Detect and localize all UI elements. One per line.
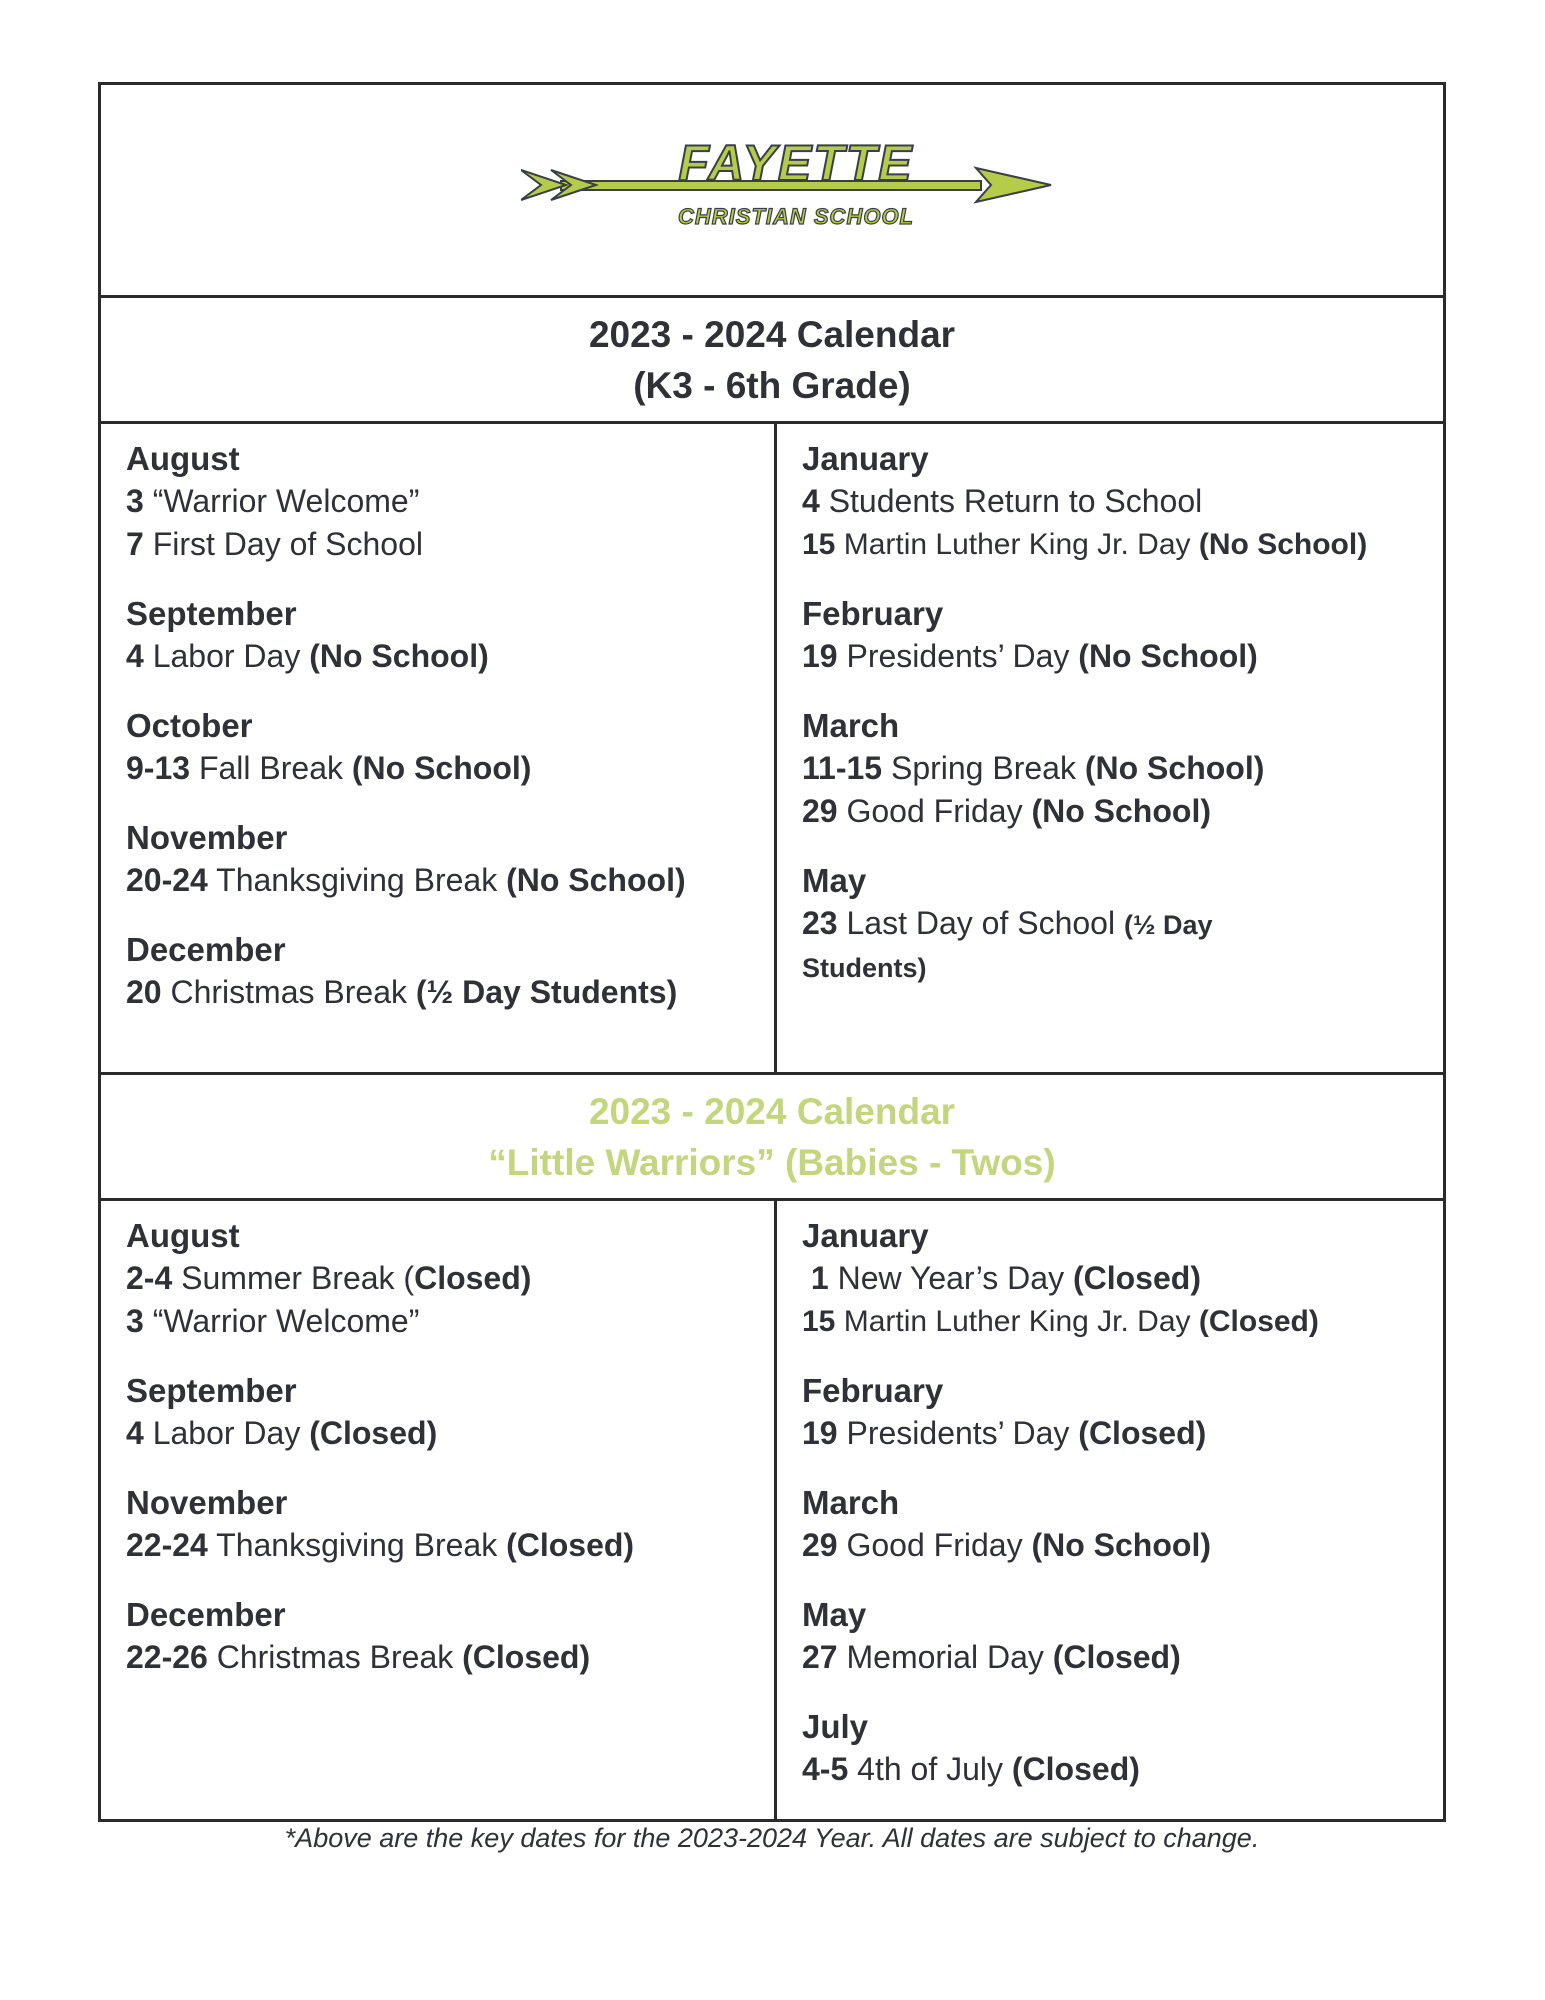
- date-note: (Closed): [506, 1527, 635, 1563]
- date-description: Good Friday: [837, 1527, 1032, 1563]
- date-number: 22-26: [126, 1639, 208, 1675]
- month-name: February: [802, 1372, 944, 1409]
- date-entry: [802, 1412, 1443, 1455]
- date-note: (Closed): [309, 1415, 438, 1451]
- date-entry: [802, 523, 1443, 566]
- date-entry: [802, 1748, 1443, 1791]
- month-block: [802, 438, 1443, 566]
- month-name: October: [126, 707, 253, 744]
- month-block: [802, 593, 1443, 678]
- date-description: Presidents’ Day: [837, 1415, 1079, 1451]
- month-name: May: [802, 1596, 867, 1633]
- date-note: (Closed): [1078, 1415, 1207, 1451]
- date-number: 3: [126, 483, 144, 519]
- school-logo: [521, 140, 1061, 230]
- section2-right-column: [777, 1201, 1443, 1819]
- logo-cell: [101, 85, 1443, 298]
- date-entry: [802, 1636, 1443, 1679]
- month-block: [126, 929, 774, 1014]
- date-entry: [802, 1524, 1443, 1567]
- date-number: 2-4: [126, 1260, 173, 1296]
- date-number: 15: [802, 528, 836, 561]
- month-name: January: [802, 440, 929, 477]
- section2-title-line2: “Little Warriors” (Babies - Twos): [488, 1141, 1056, 1183]
- month-block: [126, 705, 774, 790]
- date-entry: [126, 1300, 774, 1343]
- month-name: July: [802, 1708, 869, 1745]
- section1-title-line1: 2023 - 2024 Calendar: [588, 313, 956, 355]
- month-block: [802, 1370, 1443, 1455]
- month-block: [126, 1594, 774, 1679]
- date-number: 19: [802, 1415, 838, 1451]
- month-name: February: [802, 595, 944, 632]
- month-name: March: [802, 1484, 900, 1521]
- date-number: 7: [126, 526, 144, 562]
- month-block: [126, 593, 774, 678]
- month-name: September: [126, 595, 297, 632]
- date-note: (Closed): [1198, 1305, 1319, 1338]
- date-note: (No School): [1031, 793, 1211, 829]
- date-description: Thanksgiving Break: [207, 862, 507, 898]
- date-entry: [126, 1636, 774, 1679]
- date-note: (½ Day Students): [415, 974, 678, 1010]
- date-entry: [802, 747, 1443, 790]
- section2-title-line1: 2023 - 2024 Calendar: [588, 1090, 956, 1132]
- month-name: August: [126, 440, 240, 477]
- date-description: Christmas Break: [161, 974, 416, 1010]
- date-number: 22-24: [126, 1527, 208, 1563]
- month-block: [802, 1594, 1443, 1679]
- date-entry: [126, 1524, 774, 1567]
- date-number: 4-5: [802, 1751, 849, 1787]
- date-number: 29: [802, 1527, 838, 1563]
- section2-title: [101, 1075, 1443, 1201]
- month-block: [802, 1215, 1443, 1343]
- date-description: Memorial Day: [837, 1639, 1053, 1675]
- date-note: (No School): [1084, 750, 1265, 786]
- month-block: [126, 1370, 774, 1455]
- date-entry: [126, 859, 774, 902]
- date-number: 29: [802, 793, 838, 829]
- month-name: May: [802, 862, 867, 899]
- date-entry: [126, 480, 774, 523]
- date-description: Martin Luther King Jr. Day: [835, 528, 1199, 561]
- date-note: (No School): [1198, 528, 1368, 561]
- date-description: Presidents’ Day: [837, 638, 1079, 674]
- date-entry: [126, 635, 774, 678]
- month-block: [802, 705, 1443, 833]
- section2-left-column: [101, 1201, 777, 1819]
- date-description: “Warrior Welcome”: [143, 483, 420, 519]
- date-entry: [802, 902, 1272, 988]
- date-description: 4th of July: [848, 1751, 1012, 1787]
- month-name: January: [802, 1217, 929, 1254]
- section1-right-column: [777, 424, 1443, 1072]
- date-number: 1: [810, 1260, 829, 1296]
- date-number: 11-15: [802, 750, 883, 786]
- date-description: Christmas Break: [207, 1639, 463, 1675]
- month-name: August: [126, 1217, 240, 1254]
- date-note: (Closed): [1011, 1751, 1140, 1787]
- section1-left-column: [101, 424, 777, 1072]
- date-number: 4: [126, 1415, 144, 1451]
- date-number: 15: [802, 1305, 836, 1338]
- month-block: [802, 1482, 1443, 1567]
- date-number: 4: [126, 638, 144, 674]
- date-number: 4: [802, 483, 820, 519]
- calendar-frame: [98, 82, 1446, 1822]
- date-number: 23: [802, 905, 838, 941]
- month-block: [126, 1215, 774, 1343]
- date-number: 20-24: [126, 862, 208, 898]
- date-description: First Day of School: [143, 526, 423, 562]
- date-entry: [126, 747, 774, 790]
- month-block: [126, 817, 774, 902]
- date-entry: [126, 1412, 774, 1455]
- date-description: Spring Break: [882, 750, 1085, 786]
- date-description: Summer Break (: [172, 1260, 415, 1296]
- month-block: [126, 438, 774, 566]
- footer-disclaimer: *Above are the key dates for the 2023-2024 Year. All dates are subject to change.: [284, 1823, 1260, 1853]
- section1-body: [101, 424, 1443, 1075]
- date-description: New Year’s Day: [828, 1260, 1073, 1296]
- logo-name: FAYETTE: [678, 140, 914, 191]
- date-note: (Closed): [1072, 1260, 1201, 1296]
- date-entry: [802, 790, 1443, 833]
- date-note: (No School): [1031, 1527, 1211, 1563]
- date-number: 27: [802, 1639, 838, 1675]
- date-number: 9-13: [126, 750, 191, 786]
- section2-body: [101, 1201, 1443, 1819]
- date-description: Last Day of School: [837, 905, 1124, 941]
- date-entry: [126, 971, 774, 1014]
- date-number: 19: [802, 638, 838, 674]
- date-note: (½ Day Students): [802, 910, 1213, 983]
- month-name: November: [126, 1484, 288, 1521]
- date-note: (Closed): [1052, 1639, 1181, 1675]
- date-note: (No School): [506, 862, 686, 898]
- date-description: Labor Day: [143, 638, 310, 674]
- date-description: Labor Day: [143, 1415, 310, 1451]
- date-description: Students Return to School: [819, 483, 1203, 519]
- date-number: 20: [126, 974, 162, 1010]
- date-description: Martin Luther King Jr. Day: [835, 1305, 1199, 1338]
- date-description: Thanksgiving Break: [207, 1527, 507, 1563]
- section1-title-line2: (K3 - 6th Grade): [633, 364, 911, 406]
- date-entry: [802, 480, 1443, 523]
- month-name: December: [126, 931, 286, 968]
- date-note: (No School): [309, 638, 489, 674]
- date-note: (No School): [1078, 638, 1258, 674]
- date-description: Good Friday: [837, 793, 1032, 829]
- month-name: September: [126, 1372, 297, 1409]
- date-entry: [126, 523, 774, 566]
- date-entry: [802, 635, 1443, 678]
- month-name: March: [802, 707, 900, 744]
- date-entry: [126, 1257, 774, 1300]
- month-block: [802, 1706, 1443, 1791]
- date-number: 3: [126, 1303, 144, 1339]
- month-block: [126, 1482, 774, 1567]
- arrow-head-icon: [976, 168, 1051, 202]
- month-name: December: [126, 1596, 286, 1633]
- section1-title: [101, 298, 1443, 424]
- month-name: November: [126, 819, 288, 856]
- date-entry: [802, 1257, 1443, 1300]
- date-description: Fall Break: [190, 750, 352, 786]
- month-block: [802, 860, 1443, 988]
- date-note: Closed): [414, 1260, 532, 1296]
- date-note: (Closed): [462, 1639, 591, 1675]
- date-entry: [802, 1300, 1443, 1343]
- date-description: “Warrior Welcome”: [143, 1303, 420, 1339]
- logo-subtitle: CHRISTIAN SCHOOL: [678, 204, 914, 229]
- date-note: (No School): [351, 750, 532, 786]
